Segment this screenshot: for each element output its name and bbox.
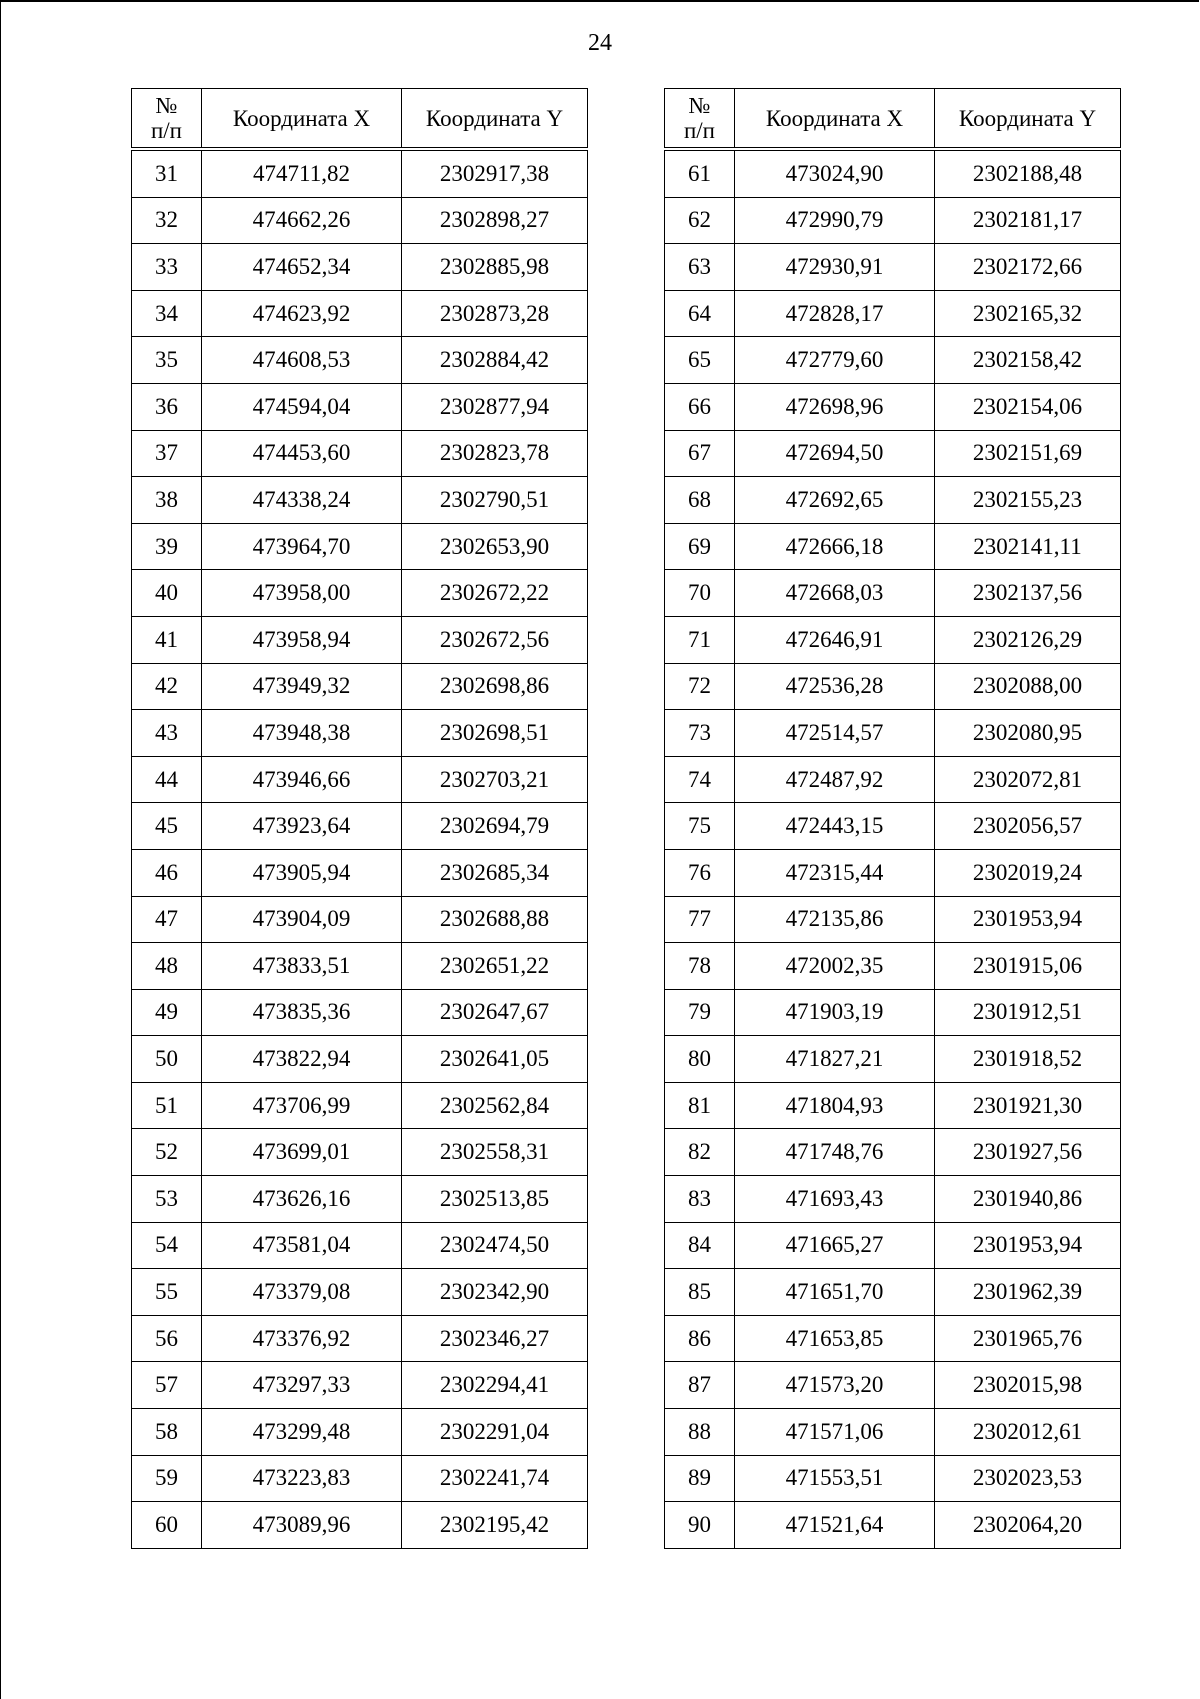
table-row xyxy=(665,849,1121,896)
cell-coordinate-x: 471573,20 xyxy=(735,1362,935,1409)
cell-coordinate-x: 472828,17 xyxy=(735,290,935,337)
cell-coordinate-y: 2302154,06 xyxy=(935,383,1121,430)
cell-coordinate-y: 2302023,53 xyxy=(935,1455,1121,1502)
cell-coordinate-x: 472990,79 xyxy=(735,197,935,244)
cell-coordinate-y: 2302137,56 xyxy=(935,570,1121,617)
table-row xyxy=(132,1409,588,1456)
cell-coordinate-y: 2302917,38 xyxy=(402,149,588,197)
table-header-row xyxy=(665,89,1121,150)
table-row xyxy=(665,430,1121,477)
table-row xyxy=(665,570,1121,617)
cell-coordinate-x: 472443,15 xyxy=(735,803,935,850)
cell-number: 55 xyxy=(132,1269,202,1316)
table-row xyxy=(132,1176,588,1223)
table-row xyxy=(665,1455,1121,1502)
cell-coordinate-x: 474338,24 xyxy=(202,477,402,524)
table-row xyxy=(665,756,1121,803)
cell-coordinate-x: 473835,36 xyxy=(202,989,402,1036)
cell-coordinate-x: 472514,57 xyxy=(735,710,935,757)
cell-number: 90 xyxy=(665,1502,735,1549)
cell-number: 57 xyxy=(132,1362,202,1409)
table-row xyxy=(132,244,588,291)
cell-coordinate-y: 2302346,27 xyxy=(402,1315,588,1362)
cell-coordinate-x: 473948,38 xyxy=(202,710,402,757)
cell-coordinate-y: 2302698,51 xyxy=(402,710,588,757)
cell-number: 74 xyxy=(665,756,735,803)
header-number xyxy=(132,89,202,150)
cell-coordinate-y: 2302294,41 xyxy=(402,1362,588,1409)
cell-coordinate-y: 2302672,56 xyxy=(402,616,588,663)
table-row xyxy=(132,1362,588,1409)
table-header-row xyxy=(132,89,588,150)
page-number: 24 xyxy=(588,30,612,56)
cell-number: 66 xyxy=(665,383,735,430)
header-number-abbrev: п/п xyxy=(683,118,715,143)
table-row xyxy=(132,803,588,850)
table-row xyxy=(132,849,588,896)
cell-coordinate-x: 472930,91 xyxy=(735,244,935,291)
table-row xyxy=(132,896,588,943)
header-number-symbol: № xyxy=(155,93,178,118)
cell-coordinate-x: 471651,70 xyxy=(735,1269,935,1316)
cell-coordinate-x: 472002,35 xyxy=(735,943,935,990)
table-row xyxy=(132,616,588,663)
cell-coordinate-y: 2302688,88 xyxy=(402,896,588,943)
cell-coordinate-x: 471653,85 xyxy=(735,1315,935,1362)
cell-coordinate-y: 2302877,94 xyxy=(402,383,588,430)
cell-coordinate-x: 473904,09 xyxy=(202,896,402,943)
table-row xyxy=(665,337,1121,384)
cell-coordinate-y: 2302694,79 xyxy=(402,803,588,850)
cell-number: 77 xyxy=(665,896,735,943)
cell-coordinate-x: 472694,50 xyxy=(735,430,935,477)
cell-coordinate-y: 2301927,56 xyxy=(935,1129,1121,1176)
cell-coordinate-y: 2302885,98 xyxy=(402,244,588,291)
cell-number: 82 xyxy=(665,1129,735,1176)
cell-coordinate-x: 473958,94 xyxy=(202,616,402,663)
cell-coordinate-y: 2302072,81 xyxy=(935,756,1121,803)
table-row xyxy=(132,197,588,244)
cell-coordinate-x: 474711,82 xyxy=(202,149,402,197)
cell-coordinate-x: 473223,83 xyxy=(202,1455,402,1502)
table-row xyxy=(132,290,588,337)
table-row xyxy=(132,1502,588,1549)
cell-number: 73 xyxy=(665,710,735,757)
cell-coordinate-x: 472692,65 xyxy=(735,477,935,524)
cell-number: 41 xyxy=(132,616,202,663)
cell-number: 72 xyxy=(665,663,735,710)
cell-coordinate-y: 2302064,20 xyxy=(935,1502,1121,1549)
header-coordinate-y: Координата Y xyxy=(935,89,1121,150)
cell-coordinate-y: 2302698,86 xyxy=(402,663,588,710)
cell-coordinate-x: 473024,90 xyxy=(735,149,935,197)
cell-coordinate-x: 472666,18 xyxy=(735,523,935,570)
table-row xyxy=(665,1409,1121,1456)
cell-coordinate-y: 2302790,51 xyxy=(402,477,588,524)
cell-number: 63 xyxy=(665,244,735,291)
cell-number: 88 xyxy=(665,1409,735,1456)
cell-coordinate-x: 473297,33 xyxy=(202,1362,402,1409)
cell-number: 54 xyxy=(132,1222,202,1269)
cell-coordinate-y: 2302672,22 xyxy=(402,570,588,617)
cell-coordinate-y: 2301940,86 xyxy=(935,1176,1121,1223)
header-number-symbol: № xyxy=(688,93,711,118)
cell-coordinate-x: 473299,48 xyxy=(202,1409,402,1456)
table-row xyxy=(132,756,588,803)
cell-number: 38 xyxy=(132,477,202,524)
cell-coordinate-x: 471521,64 xyxy=(735,1502,935,1549)
table-row xyxy=(132,943,588,990)
cell-coordinate-y: 2302019,24 xyxy=(935,849,1121,896)
cell-coordinate-x: 472135,86 xyxy=(735,896,935,943)
cell-number: 58 xyxy=(132,1409,202,1456)
cell-number: 42 xyxy=(132,663,202,710)
cell-coordinate-y: 2302513,85 xyxy=(402,1176,588,1223)
cell-coordinate-x: 473376,92 xyxy=(202,1315,402,1362)
cell-number: 69 xyxy=(665,523,735,570)
cell-coordinate-x: 472668,03 xyxy=(735,570,935,617)
cell-coordinate-x: 474662,26 xyxy=(202,197,402,244)
cell-number: 81 xyxy=(665,1082,735,1129)
header-coordinate-x: Координата X xyxy=(735,89,935,150)
cell-coordinate-x: 473089,96 xyxy=(202,1502,402,1549)
table-row xyxy=(665,1176,1121,1223)
table-row xyxy=(132,1129,588,1176)
cell-coordinate-x: 474652,34 xyxy=(202,244,402,291)
table-row xyxy=(665,149,1121,197)
cell-coordinate-y: 2302056,57 xyxy=(935,803,1121,850)
table-row xyxy=(665,1269,1121,1316)
cell-coordinate-y: 2302181,17 xyxy=(935,197,1121,244)
table-row xyxy=(132,1315,588,1362)
cell-coordinate-y: 2302342,90 xyxy=(402,1269,588,1316)
cell-coordinate-y: 2301921,30 xyxy=(935,1082,1121,1129)
header-coordinate-x: Координата X xyxy=(202,89,402,150)
table-row xyxy=(665,896,1121,943)
cell-number: 53 xyxy=(132,1176,202,1223)
cell-coordinate-y: 2302823,78 xyxy=(402,430,588,477)
cell-number: 47 xyxy=(132,896,202,943)
table-row xyxy=(665,663,1121,710)
cell-coordinate-y: 2302012,61 xyxy=(935,1409,1121,1456)
cell-number: 34 xyxy=(132,290,202,337)
cell-coordinate-y: 2302172,66 xyxy=(935,244,1121,291)
cell-number: 76 xyxy=(665,849,735,896)
cell-coordinate-x: 471903,19 xyxy=(735,989,935,1036)
table-body-right xyxy=(665,149,1121,1548)
table-body-left xyxy=(132,149,588,1548)
cell-number: 35 xyxy=(132,337,202,384)
cell-number: 78 xyxy=(665,943,735,990)
cell-number: 71 xyxy=(665,616,735,663)
cell-number: 80 xyxy=(665,1036,735,1083)
cell-number: 84 xyxy=(665,1222,735,1269)
cell-coordinate-x: 472698,96 xyxy=(735,383,935,430)
cell-coordinate-y: 2301953,94 xyxy=(935,896,1121,943)
table-row xyxy=(665,710,1121,757)
cell-coordinate-y: 2301965,76 xyxy=(935,1315,1121,1362)
cell-coordinate-x: 473946,66 xyxy=(202,756,402,803)
cell-coordinate-x: 473949,32 xyxy=(202,663,402,710)
cell-coordinate-x: 473581,04 xyxy=(202,1222,402,1269)
cell-coordinate-y: 2301953,94 xyxy=(935,1222,1121,1269)
cell-coordinate-x: 473626,16 xyxy=(202,1176,402,1223)
table-row xyxy=(665,616,1121,663)
cell-coordinate-x: 471748,76 xyxy=(735,1129,935,1176)
cell-coordinate-x: 473379,08 xyxy=(202,1269,402,1316)
cell-number: 86 xyxy=(665,1315,735,1362)
cell-coordinate-x: 473964,70 xyxy=(202,523,402,570)
table-row xyxy=(132,710,588,757)
cell-coordinate-y: 2302884,42 xyxy=(402,337,588,384)
cell-coordinate-y: 2302651,22 xyxy=(402,943,588,990)
cell-coordinate-y: 2302015,98 xyxy=(935,1362,1121,1409)
cell-number: 32 xyxy=(132,197,202,244)
cell-number: 52 xyxy=(132,1129,202,1176)
table-row xyxy=(665,290,1121,337)
cell-number: 31 xyxy=(132,149,202,197)
cell-number: 45 xyxy=(132,803,202,850)
cell-number: 44 xyxy=(132,756,202,803)
cell-coordinate-y: 2302241,74 xyxy=(402,1455,588,1502)
cell-coordinate-x: 471804,93 xyxy=(735,1082,935,1129)
cell-number: 59 xyxy=(132,1455,202,1502)
cell-coordinate-y: 2301912,51 xyxy=(935,989,1121,1036)
cell-coordinate-y: 2302898,27 xyxy=(402,197,588,244)
table-row xyxy=(665,803,1121,850)
cell-coordinate-x: 472315,44 xyxy=(735,849,935,896)
cell-coordinate-x: 473699,01 xyxy=(202,1129,402,1176)
table-row xyxy=(132,430,588,477)
cell-coordinate-y: 2302641,05 xyxy=(402,1036,588,1083)
cell-coordinate-y: 2301962,39 xyxy=(935,1269,1121,1316)
cell-number: 39 xyxy=(132,523,202,570)
table-row xyxy=(132,663,588,710)
cell-coordinate-x: 474453,60 xyxy=(202,430,402,477)
table-row xyxy=(132,1082,588,1129)
cell-number: 85 xyxy=(665,1269,735,1316)
cell-number: 75 xyxy=(665,803,735,850)
cell-coordinate-x: 471827,21 xyxy=(735,1036,935,1083)
cell-coordinate-y: 2302562,84 xyxy=(402,1082,588,1129)
table-row xyxy=(132,149,588,197)
table-row xyxy=(132,1455,588,1502)
table-row xyxy=(665,1036,1121,1083)
cell-number: 50 xyxy=(132,1036,202,1083)
table-row xyxy=(665,383,1121,430)
cell-number: 60 xyxy=(132,1502,202,1549)
cell-coordinate-y: 2302685,34 xyxy=(402,849,588,896)
cell-number: 43 xyxy=(132,710,202,757)
cell-coordinate-x: 473958,00 xyxy=(202,570,402,617)
cell-coordinate-y: 2302158,42 xyxy=(935,337,1121,384)
cell-coordinate-x: 471693,43 xyxy=(735,1176,935,1223)
cell-coordinate-y: 2302141,11 xyxy=(935,523,1121,570)
cell-coordinate-x: 472487,92 xyxy=(735,756,935,803)
cell-coordinate-y: 2302558,31 xyxy=(402,1129,588,1176)
table-row xyxy=(132,1269,588,1316)
table-row xyxy=(665,1362,1121,1409)
table-row xyxy=(665,989,1121,1036)
table-row xyxy=(665,197,1121,244)
table-row xyxy=(132,1036,588,1083)
cell-number: 89 xyxy=(665,1455,735,1502)
cell-coordinate-y: 2302080,95 xyxy=(935,710,1121,757)
cell-coordinate-x: 471571,06 xyxy=(735,1409,935,1456)
cell-coordinate-x: 472779,60 xyxy=(735,337,935,384)
cell-coordinate-x: 473905,94 xyxy=(202,849,402,896)
cell-coordinate-x: 473706,99 xyxy=(202,1082,402,1129)
cell-number: 61 xyxy=(665,149,735,197)
table-row xyxy=(132,383,588,430)
cell-number: 51 xyxy=(132,1082,202,1129)
cell-coordinate-x: 472646,91 xyxy=(735,616,935,663)
cell-number: 79 xyxy=(665,989,735,1036)
cell-number: 70 xyxy=(665,570,735,617)
cell-number: 33 xyxy=(132,244,202,291)
cell-coordinate-y: 2302291,04 xyxy=(402,1409,588,1456)
cell-number: 40 xyxy=(132,570,202,617)
header-number-abbrev: п/п xyxy=(150,118,182,143)
table-row xyxy=(132,523,588,570)
table-row xyxy=(132,1222,588,1269)
cell-number: 37 xyxy=(132,430,202,477)
cell-number: 62 xyxy=(665,197,735,244)
cell-coordinate-y: 2302647,67 xyxy=(402,989,588,1036)
cell-coordinate-y: 2302188,48 xyxy=(935,149,1121,197)
cell-number: 36 xyxy=(132,383,202,430)
cell-coordinate-y: 2302151,69 xyxy=(935,430,1121,477)
cell-number: 46 xyxy=(132,849,202,896)
cell-coordinate-y: 2302165,32 xyxy=(935,290,1121,337)
table-row xyxy=(665,1502,1121,1549)
cell-number: 64 xyxy=(665,290,735,337)
table-row xyxy=(665,477,1121,524)
cell-coordinate-y: 2302126,29 xyxy=(935,616,1121,663)
cell-number: 67 xyxy=(665,430,735,477)
table-row xyxy=(665,1129,1121,1176)
table-row xyxy=(132,570,588,617)
cell-number: 68 xyxy=(665,477,735,524)
cell-number: 56 xyxy=(132,1315,202,1362)
cell-coordinate-y: 2302088,00 xyxy=(935,663,1121,710)
table-row xyxy=(665,1315,1121,1362)
cell-coordinate-x: 471665,27 xyxy=(735,1222,935,1269)
table-row xyxy=(132,337,588,384)
cell-coordinate-x: 474623,92 xyxy=(202,290,402,337)
cell-coordinate-x: 473822,94 xyxy=(202,1036,402,1083)
cell-coordinate-y: 2302703,21 xyxy=(402,756,588,803)
cell-coordinate-y: 2302474,50 xyxy=(402,1222,588,1269)
cell-number: 65 xyxy=(665,337,735,384)
table-row xyxy=(665,244,1121,291)
cell-coordinate-x: 474608,53 xyxy=(202,337,402,384)
table-row xyxy=(665,943,1121,990)
cell-coordinate-x: 473833,51 xyxy=(202,943,402,990)
cell-number: 87 xyxy=(665,1362,735,1409)
cell-number: 83 xyxy=(665,1176,735,1223)
coordinates-table-left xyxy=(131,88,588,1549)
cell-number: 49 xyxy=(132,989,202,1036)
cell-coordinate-y: 2302653,90 xyxy=(402,523,588,570)
cell-coordinate-y: 2302873,28 xyxy=(402,290,588,337)
table-row xyxy=(132,477,588,524)
cell-coordinate-y: 2301918,52 xyxy=(935,1036,1121,1083)
table-row xyxy=(665,523,1121,570)
table-row xyxy=(665,1222,1121,1269)
cell-coordinate-x: 473923,64 xyxy=(202,803,402,850)
coordinates-table-right xyxy=(664,88,1121,1549)
cell-number: 48 xyxy=(132,943,202,990)
cell-coordinate-x: 472536,28 xyxy=(735,663,935,710)
header-coordinate-y: Координата Y xyxy=(402,89,588,150)
table-row xyxy=(132,989,588,1036)
table-row xyxy=(665,1082,1121,1129)
cell-coordinate-x: 471553,51 xyxy=(735,1455,935,1502)
cell-coordinate-x: 474594,04 xyxy=(202,383,402,430)
cell-coordinate-y: 2302155,23 xyxy=(935,477,1121,524)
cell-coordinate-y: 2301915,06 xyxy=(935,943,1121,990)
cell-coordinate-y: 2302195,42 xyxy=(402,1502,588,1549)
header-number xyxy=(665,89,735,150)
